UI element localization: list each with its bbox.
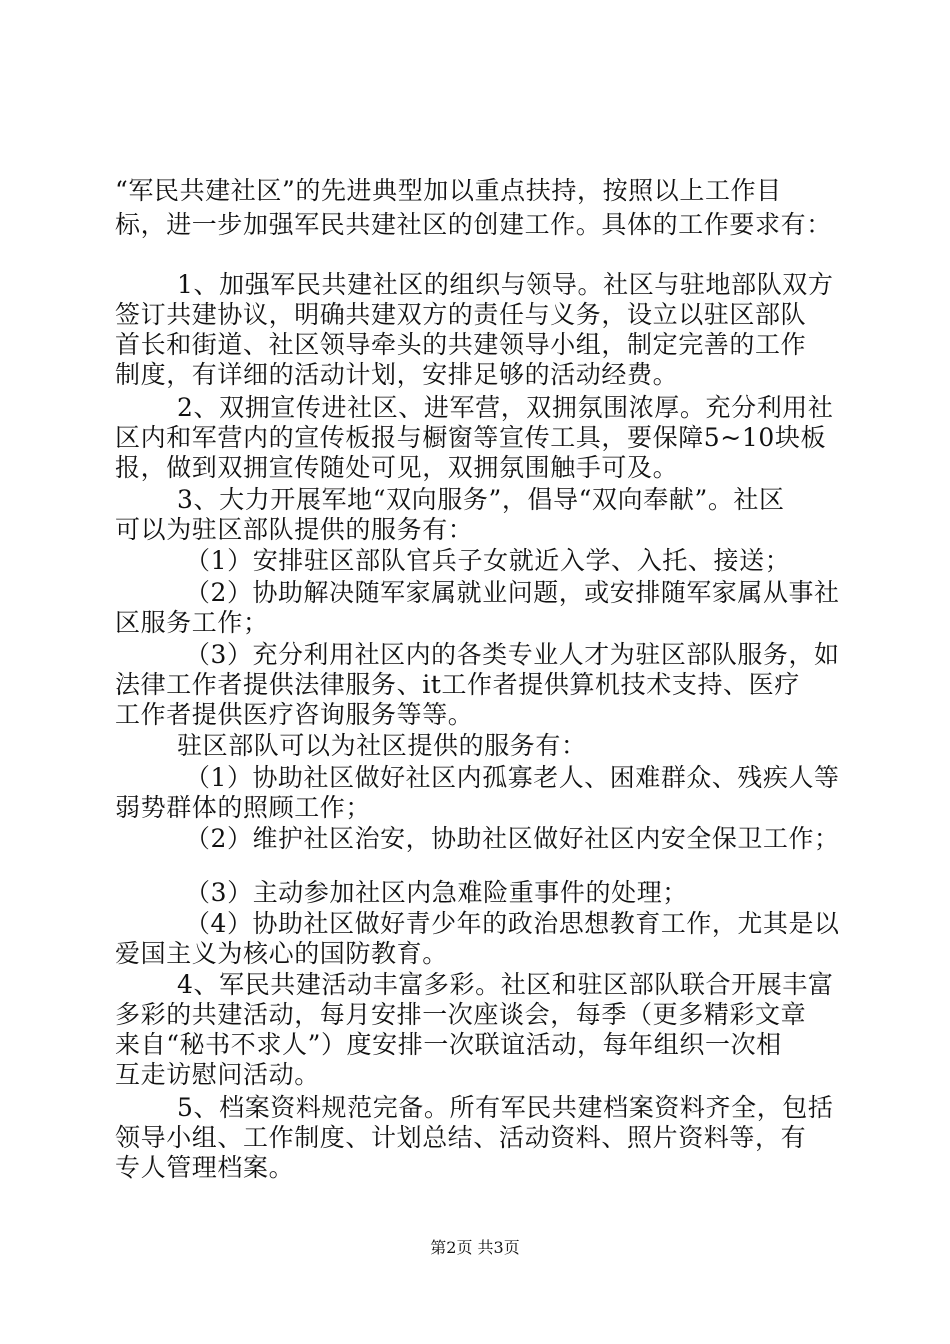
- text-line: 弱势群体的照顾工作；: [115, 793, 372, 822]
- text-line: 互走访慰问活动。: [115, 1060, 320, 1089]
- text-line: 首长和街道、社区领导牵头的共建领导小组，制定完善的工作: [115, 330, 807, 359]
- text-line: 区服务工作；: [115, 608, 269, 637]
- text-line: （2）协助解决随军家属就业问题，或安排随军家属从事社: [185, 578, 840, 607]
- text-line: （3）主动参加社区内急难险重事件的处理；: [185, 878, 688, 907]
- text-line: （1）安排驻区部队官兵子女就近入学、入托、接送；: [185, 546, 791, 575]
- text-line: 标，进一步加强军民共建社区的创建工作。具体的工作要求有：: [115, 210, 832, 239]
- text-line: 工作者提供医疗咨询服务等等。: [115, 700, 474, 729]
- text-line: （3）充分利用社区内的各类专业人才为驻区部队服务，如: [185, 640, 840, 669]
- text-line: （1）协助社区做好社区内孤寡老人、困难群众、残疾人等: [185, 763, 840, 792]
- text-line: （2）维护社区治安，协助社区做好社区内安全保卫工作；: [185, 824, 840, 853]
- text-line: 多彩的共建活动，每月安排一次座谈会，每季（更多精彩文章: [115, 1000, 807, 1029]
- text-line: 来自“秘书不求人”）度安排一次联谊活动，每年组织一次相: [115, 1030, 782, 1059]
- text-line: 爱国主义为核心的国防教育。: [115, 939, 448, 968]
- text-line: 区内和军营内的宣传板报与橱窗等宣传工具，要保障5~10块板: [115, 423, 827, 452]
- text-line: 领导小组、工作制度、计划总结、活动资料、照片资料等，有: [115, 1123, 807, 1152]
- text-line: 5、档案资料规范完备。所有军民共建档案资料齐全，包括: [177, 1093, 834, 1122]
- text-line: 可以为驻区部队提供的服务有：: [115, 515, 474, 544]
- text-line: （4）协助社区做好青少年的政治思想教育工作，尤其是以: [185, 909, 840, 938]
- text-line: 2、双拥宣传进社区、进军营，双拥氛围浓厚。充分利用社: [177, 393, 834, 422]
- text-line: 签订共建协议，明确共建双方的责任与义务，设立以驻区部队: [115, 300, 807, 329]
- text-line: 报，做到双拥宣传随处可见，双拥氛围触手可及。: [115, 453, 679, 482]
- page-number: 第2页 共3页: [430, 1238, 520, 1257]
- text-line: 1、加强军民共建社区的组织与领导。社区与驻地部队双方: [177, 270, 834, 299]
- text-line: 专人管理档案。: [115, 1153, 295, 1182]
- text-line: 3、大力开展军地“双向服务”，倡导“双向奉献”。社区: [177, 485, 785, 514]
- text-line: 驻区部队可以为社区提供的服务有：: [177, 731, 587, 760]
- text-line: 制度，有详细的活动计划，安排足够的活动经费。: [115, 360, 679, 389]
- text-line: 法律工作者提供法律服务、it工作者提供算机技术支持、医疗: [115, 670, 800, 699]
- text-line: “军民共建社区”的先进典型加以重点扶持，按照以上工作目: [115, 176, 782, 205]
- text-line: 4、军民共建活动丰富多彩。社区和驻区部队联合开展丰富: [177, 970, 834, 999]
